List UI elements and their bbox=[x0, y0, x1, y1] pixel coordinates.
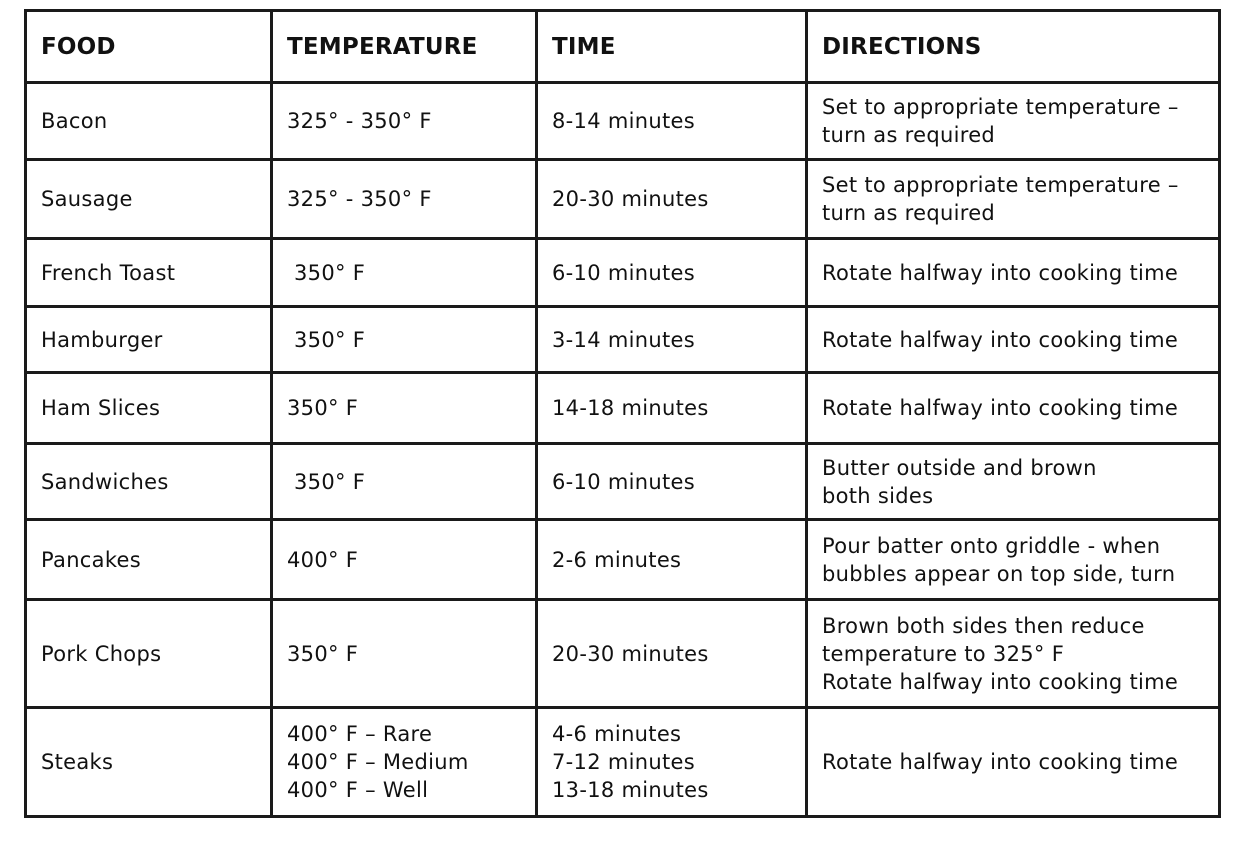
time-cell: 6-10 minutes bbox=[537, 444, 807, 520]
time-cell: 3-14 minutes bbox=[537, 307, 807, 373]
temperature-cell: 325° - 350° F bbox=[272, 83, 537, 160]
time-cell: 14-18 minutes bbox=[537, 373, 807, 444]
table-row bbox=[26, 307, 1220, 373]
header-temperature: TEMPERATURE bbox=[272, 11, 537, 83]
food-cell: Hamburger bbox=[26, 307, 272, 373]
food-cell: Sausage bbox=[26, 160, 272, 239]
table-row bbox=[26, 160, 1220, 239]
directions-cell: Rotate halfway into cooking time bbox=[807, 307, 1220, 373]
food-cell: Pancakes bbox=[26, 520, 272, 600]
directions-cell: Pour batter onto griddle - when bubbles appear on top side, turn bbox=[807, 520, 1220, 600]
time-cell: 4-6 minutes 7-12 minutes 13-18 minutes bbox=[537, 708, 807, 817]
cooking-chart-table bbox=[24, 9, 1221, 818]
header-directions: DIRECTIONS bbox=[807, 11, 1220, 83]
table-row bbox=[26, 239, 1220, 307]
header-row bbox=[26, 11, 1220, 83]
directions-cell: Rotate halfway into cooking time bbox=[807, 373, 1220, 444]
temperature-cell: 350° F bbox=[272, 444, 537, 520]
temperature-cell: 350° F bbox=[272, 600, 537, 708]
temperature-cell: 350° F bbox=[272, 373, 537, 444]
table-row bbox=[26, 83, 1220, 160]
table-row bbox=[26, 520, 1220, 600]
header-time: TIME bbox=[537, 11, 807, 83]
temperature-cell: 325° - 350° F bbox=[272, 160, 537, 239]
time-cell: 6-10 minutes bbox=[537, 239, 807, 307]
time-cell: 20-30 minutes bbox=[537, 600, 807, 708]
directions-cell: Set to appropriate temperature – turn as required bbox=[807, 160, 1220, 239]
table-row bbox=[26, 708, 1220, 817]
food-cell: Sandwiches bbox=[26, 444, 272, 520]
directions-cell: Rotate halfway into cooking time bbox=[807, 708, 1220, 817]
directions-cell: Set to appropriate temperature – turn as required bbox=[807, 83, 1220, 160]
temperature-cell: 400° F bbox=[272, 520, 537, 600]
time-cell: 2-6 minutes bbox=[537, 520, 807, 600]
directions-cell: Butter outside and brown both sides bbox=[807, 444, 1220, 520]
temperature-cell: 400° F – Rare 400° F – Medium 400° F – Well bbox=[272, 708, 537, 817]
table-row bbox=[26, 600, 1220, 708]
food-cell: Pork Chops bbox=[26, 600, 272, 708]
table-row bbox=[26, 373, 1220, 444]
food-cell: Ham Slices bbox=[26, 373, 272, 444]
temperature-cell: 350° F bbox=[272, 307, 537, 373]
directions-cell: Brown both sides then reduce temperature to 325° F Rotate halfway into cooking time bbox=[807, 600, 1220, 708]
food-cell: Steaks bbox=[26, 708, 272, 817]
temperature-cell: 350° F bbox=[272, 239, 537, 307]
table-row bbox=[26, 444, 1220, 520]
time-cell: 8-14 minutes bbox=[537, 83, 807, 160]
food-cell: French Toast bbox=[26, 239, 272, 307]
directions-cell: Rotate halfway into cooking time bbox=[807, 239, 1220, 307]
header-food: FOOD bbox=[26, 11, 272, 83]
food-cell: Bacon bbox=[26, 83, 272, 160]
time-cell: 20-30 minutes bbox=[537, 160, 807, 239]
